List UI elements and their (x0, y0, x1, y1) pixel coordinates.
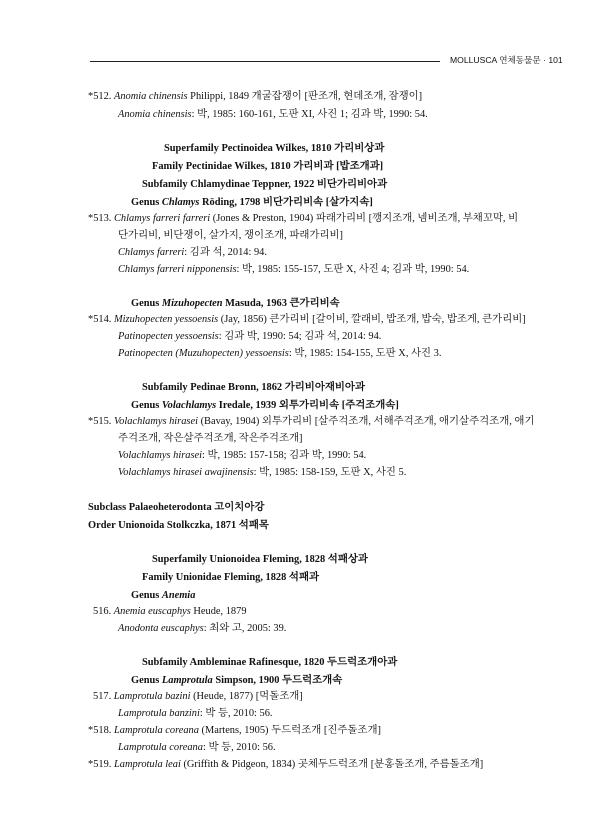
scientific-name: Chlamys (161, 197, 200, 208)
text-segment: 단가리비, 비단쟁이, 살가지, 쟁이조개, 파래가리비] (118, 230, 343, 241)
entry-line (88, 415, 535, 429)
scientific-name: Volachlamys hirasei awajinensis (118, 467, 254, 478)
scientific-name: Anomia chinensis (118, 109, 192, 120)
entry-line (118, 108, 428, 122)
scientific-name: Chlamys farreri nipponensis (118, 264, 237, 275)
scientific-name: Anodonta euscaphys (118, 623, 204, 634)
taxon-heading (142, 381, 365, 395)
text-segment: Genus (131, 675, 162, 686)
entry-line (118, 246, 267, 260)
text-segment: 516. (93, 606, 114, 617)
text-segment: Genus (131, 298, 162, 309)
text-segment: Iredale, 1939 외투가리비속 [주걱조개속] (216, 400, 399, 411)
entry-line (118, 622, 286, 636)
taxon-heading (131, 399, 399, 413)
text-segment: Subfamily Ambleminae Rafinesque, 1820 두드럭조개아과 (142, 657, 398, 668)
taxon-heading (131, 196, 373, 210)
text-segment: (Martens, 1905) 두드럭조개 [진주돌조개] (198, 725, 381, 736)
text-segment: Family Pectinidae Wilkes, 1810 가리비과 [밥조개과] (152, 161, 384, 172)
taxon-heading (131, 589, 195, 603)
text-segment: 주걱조개, 작은살주걱조개, 작은주걱조개] (118, 433, 303, 444)
scientific-name: Anemia (161, 590, 196, 601)
text-segment: Superfamily Unionoidea Fleming, 1828 석패상과 (152, 554, 368, 565)
entry-line (118, 229, 343, 243)
taxon-heading (152, 160, 383, 174)
scientific-name: Volachlamys hirasei (118, 450, 202, 461)
text-segment: : 박 등, 2010: 56. (199, 708, 273, 719)
entry-line (118, 449, 366, 463)
scientific-name: Anomia chinensis (113, 91, 188, 102)
text-segment: *515. (88, 416, 114, 427)
entry-line (93, 690, 303, 704)
text-segment: : 김과 박, 1990: 54; 김과 석, 2014: 94. (218, 331, 382, 342)
text-segment: *519. (88, 759, 114, 770)
scientific-name: Anemia euscaphys (113, 606, 191, 617)
taxon-heading (131, 674, 342, 688)
text-segment: 517. (93, 691, 114, 702)
text-segment: (Heude, 1877) [먹돌조개] (190, 691, 303, 702)
text-segment: : 박, 1985: 157-158; 김과 박, 1990: 54. (201, 450, 367, 461)
text-segment: Genus (131, 197, 162, 208)
scientific-name: Patinopecten yessoensis (118, 331, 219, 342)
scientific-name: Mizuhopecten (161, 298, 223, 309)
entry-line (88, 212, 518, 226)
scientific-name: Lamprotula banzini (118, 708, 200, 719)
scientific-name: Lamprotula (161, 675, 213, 686)
text-segment: Genus (131, 400, 162, 411)
entry-line (93, 605, 247, 619)
text-segment: Genus (131, 590, 162, 601)
text-segment: : 김과 석, 2014: 94. (184, 247, 267, 258)
text-segment: Order Unionoida Stolkczka, 1871 석패목 (88, 520, 269, 531)
header-rule (90, 61, 440, 62)
entry-line (118, 707, 273, 721)
text-segment: Subclass Palaeoheterodonta 고이치아강 (88, 502, 265, 513)
scientific-name: Volachlamys hirasei (113, 416, 198, 427)
scientific-name: Patinopecten (Muzuhopecten) yessoensis (118, 348, 289, 359)
running-head: MOLLUSCA 연체동물문 · 101 (450, 55, 563, 65)
text-segment: Subfamily Pedinae Bronn, 1862 가리비아재비아과 (142, 382, 366, 393)
taxon-heading (142, 571, 319, 585)
text-segment: : 최와 고, 2005: 39. (203, 623, 287, 634)
text-segment: (Jones & Preston, 1904) 파래가리비 [깽지조개, 넴비조개, 부채꼬막, 비 (210, 213, 519, 224)
entry-line (118, 330, 381, 344)
entry-line (88, 313, 526, 327)
text-segment: : 박, 1985: 158-159, 도판 X, 사진 5. (253, 467, 407, 478)
scientific-name: Lamprotula coreana (113, 725, 199, 736)
entry-line (88, 90, 422, 104)
entry-line (88, 724, 381, 738)
taxon-heading (131, 297, 340, 311)
text-segment: : 박, 1985: 155-157, 도판 X, 사진 4; 김과 박, 1990: 54. (236, 264, 470, 275)
scientific-name: Chlamys farreri farreri (113, 213, 211, 224)
taxon-heading (142, 178, 387, 192)
scientific-name: Lamprotula coreana (118, 742, 203, 753)
text-segment: Superfamily Pectinoidea Wilkes, 1810 가리비상과 (164, 143, 385, 154)
entry-line (118, 347, 441, 361)
text-segment: : 박, 1985: 154-155, 도판 X, 사진 3. (288, 348, 442, 359)
text-segment: *514. (88, 314, 114, 325)
scientific-name: Chlamys farreri (118, 247, 185, 258)
entry-line (88, 758, 483, 772)
scientific-name: Volachlamys (161, 400, 217, 411)
taxon-heading (88, 501, 264, 515)
entry-line (118, 432, 302, 446)
taxon-heading (88, 519, 269, 533)
text-segment: Heude, 1879 (190, 606, 247, 617)
scientific-name: Lamprotula leai (113, 759, 181, 770)
taxon-heading (152, 553, 368, 567)
scientific-name: Lamprotula bazini (113, 691, 191, 702)
scientific-name: Mizuhopecten yessoensis (113, 314, 219, 325)
entry-line (118, 741, 276, 755)
text-segment: (Jay, 1856) 큰가리비 [갈이비, 깔래비, 밥조개, 밥숙, 밥조게, 큰가리비] (218, 314, 526, 325)
text-segment: Subfamily Chlamydinae Teppner, 1922 비단가리비아과 (142, 179, 388, 190)
text-segment: Masuda, 1963 큰가리비속 (222, 298, 340, 309)
taxon-heading (142, 656, 397, 670)
text-segment: (Griffith & Pidgeon, 1834) 곳체두드럭조개 [분홍돌조개, 주름돌조개] (180, 759, 484, 770)
text-segment: *512. (88, 91, 114, 102)
entry-line (118, 263, 469, 277)
text-segment: Family Unionidae Fleming, 1828 석패과 (142, 572, 320, 583)
text-segment: (Bavay, 1904) 외투가리비 [살주걱조개, 서해주걱조개, 애기살주걱조개, 애기 (197, 416, 535, 427)
text-segment: Simpson, 1900 두드럭조개속 (212, 675, 343, 686)
text-segment: : 박 등, 2010: 56. (202, 742, 276, 753)
entry-line (118, 466, 406, 480)
text-segment: *513. (88, 213, 114, 224)
text-segment: Röding, 1798 비단가리비속 [살가지속] (199, 197, 373, 208)
text-segment: *518. (88, 725, 114, 736)
taxon-heading (164, 142, 384, 156)
text-segment: : 박, 1985: 160-161, 도판 XI, 사진 1; 김과 박, 1990: 54. (191, 109, 428, 120)
text-segment: Philippi, 1849 개굴잡쟁이 [판조개, 현데조개, 잠쟁이] (187, 91, 423, 102)
